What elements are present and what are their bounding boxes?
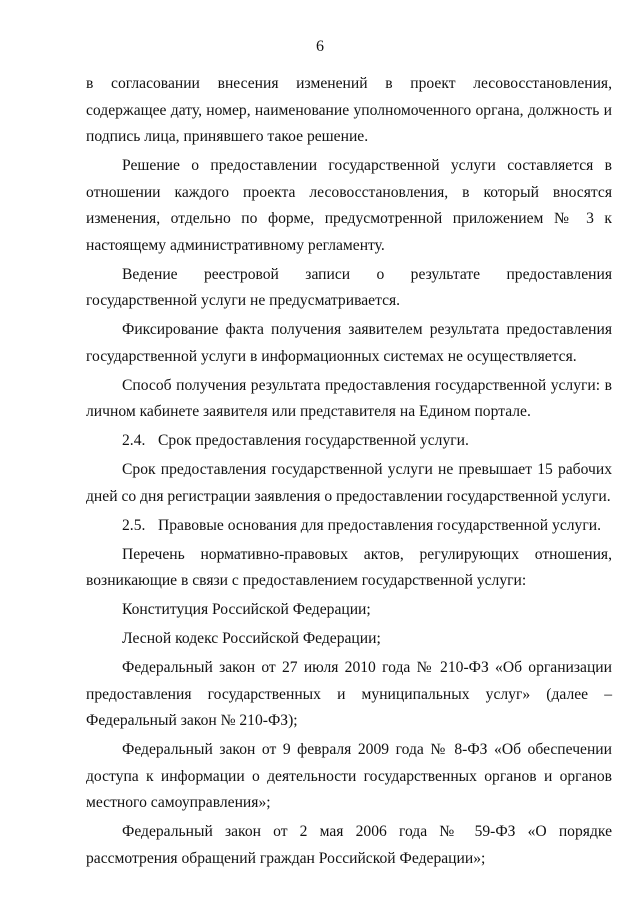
paragraph: в согласовании внесения изменений в проект лесовосстановления, содержащее дату, номер, наименование уполномоченного органа, должность и подпись лица, принявшего такое решение. — [86, 75, 612, 145]
list-item: Федеральный закон от 2 мая 2006 года № 59-ФЗ «О порядке рассмотрения обращений граждан Российской Федерации»; — [86, 823, 612, 867]
list-item: Конституция Российской Федерации; — [122, 601, 371, 618]
list-item: Федеральный закон от 27 июля 2010 года № 210-ФЗ «Об организации предоставления государственных и муниципальных услуг» (далее – Федеральный закон № 210-ФЗ); — [86, 659, 612, 729]
paragraph: Способ получения результата предоставления государственной услуги: в личном кабинете заявителя или представителя на Едином портале. — [86, 376, 612, 420]
document-body — [86, 71, 612, 875]
paragraph: Фиксирование факта получения заявителем результата предоставления государственной услуги в информационных системах не осуществляется. — [86, 321, 612, 365]
section-number: 2.5. — [122, 516, 146, 534]
paragraph: Решение о предоставлении государственной услуги составляется в отношении каждого проекта лесовосстановления, в который вносятся изменения, отдельно по форме, предусмотренной приложением № 3 к настоящему административному регламенту. — [86, 157, 612, 254]
paragraph: Срок предоставления государственной услуги не превышает 15 рабочих дней со дня регистрации заявления о предоставлении государственной услуги. — [86, 461, 612, 505]
list-item: Федеральный закон от 9 февраля 2009 года № 8-ФЗ «Об обеспечении доступа к информации о деятельности государственных органов и органов местного самоуправления»; — [86, 741, 612, 811]
section-heading-2-4 — [86, 428, 612, 455]
section-title: Правовые основания для предоставления государственной услуги. — [158, 516, 601, 534]
section-number: 2.4. — [122, 432, 146, 449]
section-title: Срок предоставления государственной услуги. — [158, 432, 469, 449]
paragraph: Перечень нормативно-правовых актов, регулирующих отношения, возникающие в связи с предоставлением государственной услуги: — [86, 545, 612, 589]
page-number: 6 — [316, 38, 324, 55]
section-heading-2-5 — [86, 513, 612, 540]
list-item: Лесной кодекс Российской Федерации; — [122, 630, 381, 647]
paragraph: Ведение реестровой записи о результате предоставления государственной услуги не предусматривается. — [86, 265, 612, 309]
